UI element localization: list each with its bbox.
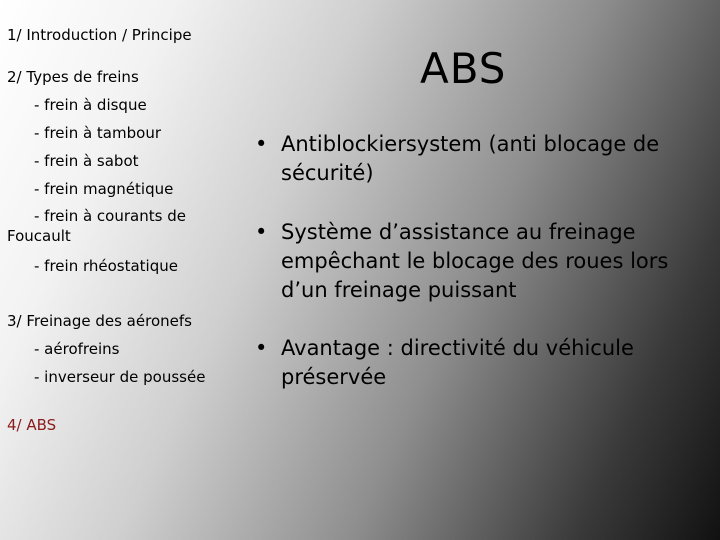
bullet-item-antiblockiersystem — [255, 130, 695, 188]
bullet-icon: • — [255, 336, 268, 360]
outline-subitem-frein-courants-foucault: - frein à courants de Foucault — [7, 207, 186, 245]
outline-subitem-frein-magnetique: - frein magnétique — [34, 180, 174, 198]
outline-subitem-inverseur-poussee: - inverseur de poussée — [34, 368, 206, 386]
bullet-icon: • — [255, 132, 268, 156]
bullet-item-assistance-freinage — [255, 218, 695, 305]
outline-item-introduction: 1/ Introduction / Principe — [7, 26, 192, 44]
outline-subitem-aerofreins: - aérofreins — [34, 340, 120, 358]
outline-subitem-frein-sabot: - frein à sabot — [34, 152, 139, 170]
outline-panel — [0, 0, 245, 540]
outline-item-types-de-freins: 2/ Types de freins — [7, 68, 139, 86]
slide-title: ABS — [420, 44, 507, 93]
bullet-text: Système d’assistance au freinage empêchant le blocage des roues lors d’un freinage puissant — [281, 220, 669, 302]
outline-item-abs: 4/ ABS — [7, 416, 57, 434]
bullet-text: Avantage : directivité du véhicule préservée — [281, 336, 634, 389]
bullet-icon: • — [255, 220, 268, 244]
outline-subitem-frein-tambour: - frein à tambour — [34, 124, 161, 142]
bullet-item-avantage — [255, 334, 695, 392]
outline-item-freinage-aeronefs: 3/ Freinage des aéronefs — [7, 312, 192, 330]
bullet-text: Antiblockiersystem (anti blocage de sécurité) — [281, 132, 660, 185]
outline-subitem-frein-rheostatique: - frein rhéostatique — [34, 257, 178, 275]
outline-subitem-frein-disque: - frein à disque — [34, 96, 147, 114]
